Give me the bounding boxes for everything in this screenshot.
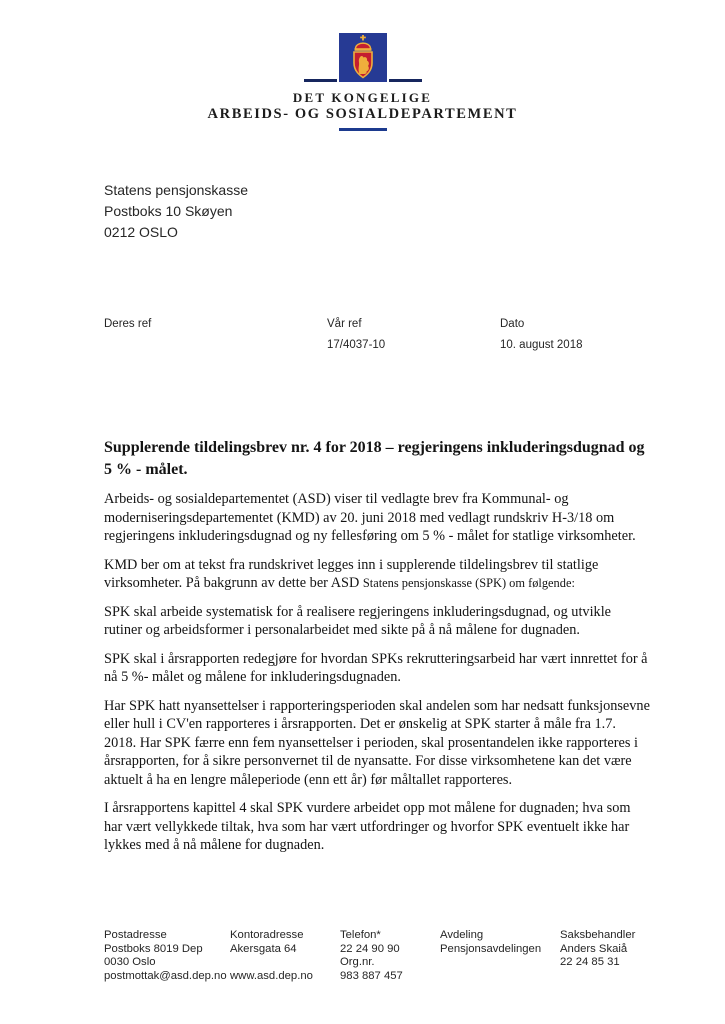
body-paragraph-2-small: Statens pensjonskasse (SPK) om følgende: — [362, 576, 575, 590]
ministry-name-line2: ARBEIDS- OG SOSIALDEPARTEMENT — [207, 106, 518, 122]
footer-column-avdeling — [440, 929, 541, 983]
deres-ref-label: Deres ref — [104, 318, 152, 330]
recipient-street: Postboks 10 Skøyen — [104, 203, 233, 219]
var-ref-label: Vår ref — [327, 318, 362, 330]
letterhead-rule-bottom — [339, 128, 387, 131]
footer-line: postmottak@asd.dep.no — [104, 969, 227, 982]
dato-label: Dato — [500, 318, 525, 330]
footer-column-kontoradresse — [230, 929, 313, 983]
footer-line: 0030 Oslo — [104, 956, 156, 968]
footer-line: Pensjonsavdelingen — [440, 942, 542, 955]
letter-title: Supplerende tildelingsbrev nr. 4 for 2018 – regjeringens inkluderingsdugnad og 5 % - målet. — [104, 439, 645, 478]
footer-line — [560, 970, 635, 984]
body-paragraph-5: Har SPK hatt nyansettelser i rapporteringsperioden skal andelen som har nedsatt funksjonsevne eller hull i CV'en rapporteres i årsrapporten. Det er ønskelig at SPK starter å måle fra 1.7. 2018. Har SPK færre enn fem nyansettelser i perioden, skal prosentandelen ikke rapporteres i årsrapporten, for å sikre personvernet til de nyansatte. For disse virksomhetene kan det være aktuelt å ha en lengre måleperiode (enn ett år) før måltallet rapporteres. — [104, 697, 650, 788]
recipient-address-block — [104, 180, 248, 243]
footer-column-postadresse — [104, 929, 227, 983]
footer-line: Akersgata 64 — [230, 942, 297, 955]
footer-line: Org.nr. — [340, 956, 375, 968]
letterhead — [0, 33, 725, 131]
footer-label: Kontoradresse — [230, 929, 304, 941]
footer-line: www.asd.dep.no — [230, 969, 313, 982]
ministry-name-line1: DET KONGELIGE — [292, 90, 433, 105]
footer-label: Saksbehandler — [560, 929, 636, 941]
footer-line: Postboks 8019 Dep — [104, 942, 203, 955]
var-ref-value: 17/4037-10 — [327, 339, 386, 351]
dato-value: 10. august 2018 — [500, 339, 583, 351]
letterhead-rule-right — [389, 79, 422, 82]
body-paragraph-3: SPK skal arbeide systematisk for å realisere regjeringens inkluderingsdugnad, og utvikle rutiner og arbeidsformer i personalarbeidet med sikte på å nå målene for dugnaden. — [104, 603, 612, 638]
letter-body — [104, 437, 650, 865]
reference-row — [104, 318, 664, 364]
footer-line: 983 887 457 — [340, 969, 403, 982]
footer-line: 22 24 90 90 — [340, 942, 400, 955]
body-paragraph-2 — [104, 556, 650, 593]
footer-label: Telefon* — [340, 929, 381, 941]
body-paragraph-6: I årsrapportens kapittel 4 skal SPK vurdere arbeidet opp mot målene for dugnaden; hva som har vært vellykkede tiltak, hva som har vært utfordringer og hvorfor SPK eventuelt ikke har lykkes med å nå målene for dugnaden. — [104, 800, 631, 853]
footer-line — [230, 956, 313, 970]
royal-coat-of-arms-icon — [339, 33, 387, 82]
body-paragraph-1: Arbeids- og sosialdepartementet (ASD) viser til vedlagte brev fra Kommunal- og moderniseringsdepartementet (KMD) av 20. juni 2018 med vedlagt rundskriv H-3/18 om regjeringens inkluderingsdugnad og ny fellesføring om 5 % - målet for statlige virksomheter. — [104, 491, 636, 544]
footer-line: 22 24 85 31 — [560, 956, 620, 968]
letter-footer — [104, 929, 704, 993]
recipient-postal: 0212 OSLO — [104, 224, 178, 240]
body-paragraph-4: SPK skal i årsrapporten redegjøre for hvordan SPKs rekrutteringsarbeid har vært innrettet for å nå 5 %- målet og målene for inkluderingsdugnaden. — [104, 650, 648, 685]
footer-column-saksbehandler — [560, 929, 635, 983]
footer-label: Avdeling — [440, 929, 484, 941]
footer-line — [440, 970, 541, 984]
footer-line — [440, 956, 541, 970]
footer-column-telefon — [340, 929, 403, 983]
footer-label: Postadresse — [104, 929, 167, 941]
letterhead-rule-left — [304, 79, 337, 82]
footer-line: Anders Skaiå — [560, 942, 628, 955]
crest-row — [304, 33, 422, 82]
recipient-name: Statens pensjonskasse — [104, 182, 248, 198]
body-paragraph-2-main: KMD ber om at tekst fra rundskrivet legges inn i supplerende tildelingsbrev til statlige virksomheter. På bakgrunn av dette ber ASD — [104, 556, 599, 591]
